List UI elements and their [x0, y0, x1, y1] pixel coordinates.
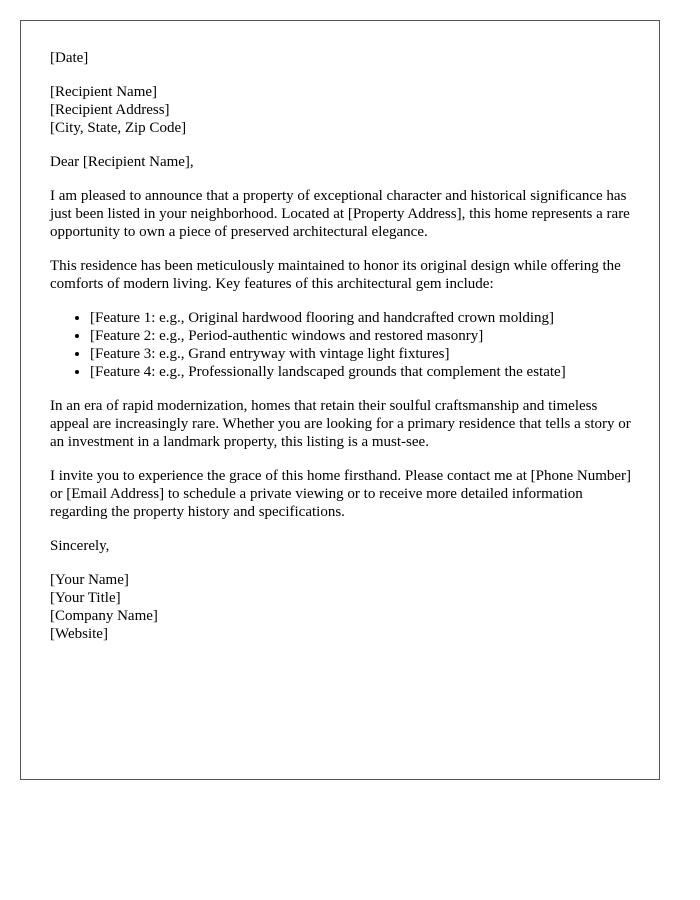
signature-title: [Your Title]: [50, 590, 121, 606]
feature-item: • [Feature 4: e.g., Professionally landscaped grounds that complement the estate]: [90, 363, 640, 381]
signature-company: [Company Name]: [50, 608, 158, 624]
letter-content: [50, 49, 640, 643]
recipient-block: [50, 83, 640, 137]
signature-name: [Your Name]: [50, 572, 129, 588]
feature-item: • [Feature 2: e.g., Period-authentic windows and restored masonry]: [90, 327, 640, 345]
paragraph-modernization: In an era of rapid modernization, homes that retain their soulful craftsmanship and timeless appeal are increasingly rare. Whether you are looking for a primary residence that tells a story or an investment in a landmark property, this listing is a must-see.: [50, 398, 631, 450]
feature-item: • [Feature 1: e.g., Original hardwood flooring and handcrafted crown molding]: [90, 309, 640, 327]
paragraph-announcement: I am pleased to announce that a property of exceptional character and historical significance has just been listed in your neighborhood. Located at [Property Address], this home represents a rare opportunity to own a piece of preserved architectural elegance.: [50, 188, 630, 240]
paragraph-invitation: I invite you to experience the grace of this home firsthand. Please contact me at [Phone Number] or [Email Address] to schedule a private viewing or to receive more detailed information regarding the property history and specifications.: [50, 468, 632, 520]
feature-item: • [Feature 3: e.g., Grand entryway with vintage light fixtures]: [90, 345, 640, 363]
signature-block: [50, 571, 640, 643]
recipient-city-state-zip: [City, State, Zip Code]: [50, 120, 187, 136]
recipient-name: [Recipient Name]: [50, 84, 158, 100]
signature-website: [Website]: [50, 626, 108, 642]
features-list: [50, 309, 640, 381]
salutation: Dear [Recipient Name],: [50, 154, 194, 170]
recipient-address: [Recipient Address]: [50, 102, 170, 118]
letter-date: [Date]: [50, 50, 89, 66]
closing: Sincerely,: [50, 538, 110, 554]
paragraph-residence: This residence has been meticulously maintained to honor its original design while offering the comforts of modern living. Key features of this architectural gem include:: [50, 258, 621, 292]
letter-page: [20, 20, 660, 780]
